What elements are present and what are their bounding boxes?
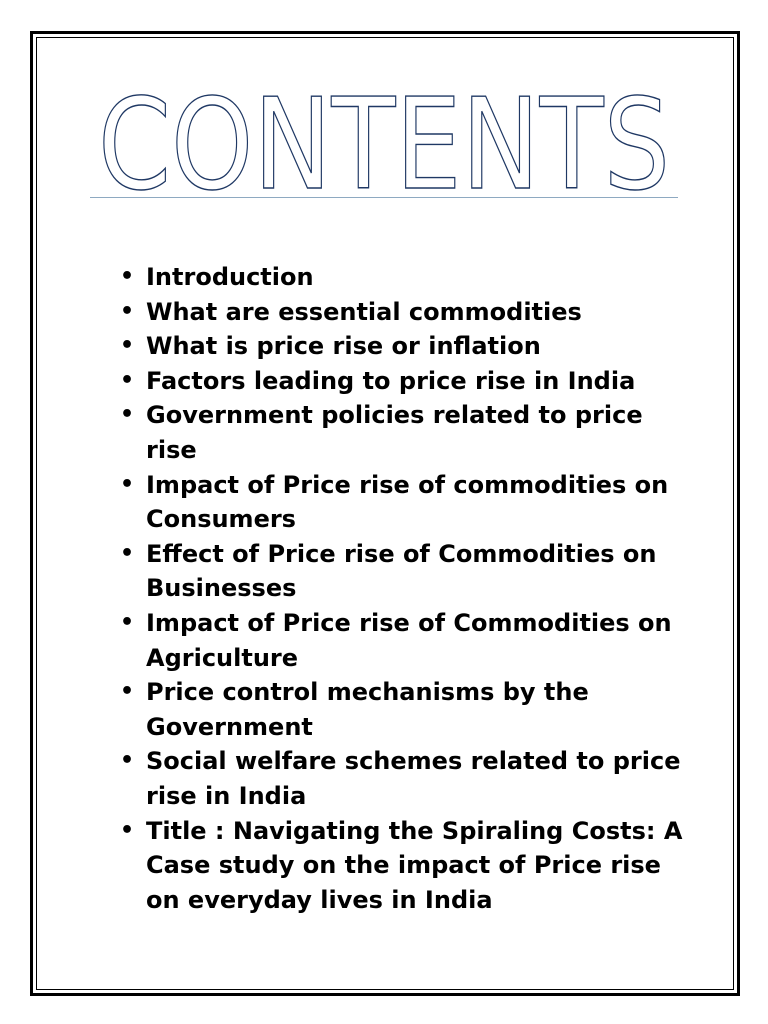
list-item — [120, 364, 686, 399]
bullet-icon: • — [120, 367, 135, 393]
contents-heading — [90, 71, 678, 218]
bullet-icon: • — [120, 298, 135, 324]
list-item-text: What is price rise or inflation — [146, 332, 541, 361]
list-item — [120, 260, 686, 295]
bullet-icon: • — [120, 333, 135, 359]
bullet-icon: • — [120, 817, 135, 843]
list-item-text: Title : Navigating the Spiraling Costs: A Case study on the impact of Price rise on everyday lives in India — [146, 816, 683, 914]
bullet-icon: • — [120, 264, 135, 289]
list-item — [120, 398, 686, 467]
bullet-icon: • — [120, 471, 135, 497]
heading-underline — [90, 197, 678, 198]
list-item-text: Introduction — [146, 263, 314, 291]
list-item — [120, 675, 686, 744]
list-item — [120, 468, 686, 537]
list-item-text: Government policies related to price rise — [146, 401, 643, 464]
list-item — [120, 295, 686, 330]
bullet-icon: • — [120, 748, 135, 774]
list-item — [120, 329, 686, 364]
contents-heading-svg — [90, 71, 678, 218]
list-item — [120, 744, 686, 813]
contents-heading-text: CONTENTS — [98, 71, 670, 218]
list-item-text: Factors leading to price rise in India — [146, 366, 636, 395]
contents-list — [120, 260, 686, 917]
list-item-text: Impact of Price rise of Commodities on Agriculture — [146, 608, 672, 672]
list-item-text: Effect of Price rise of Commodities on Businesses — [146, 539, 657, 603]
bullet-icon: • — [120, 679, 135, 705]
bullet-icon: • — [120, 609, 135, 635]
list-item — [120, 606, 686, 675]
list-item-text: Social welfare schemes related to price rise in India — [146, 747, 681, 810]
list-item — [120, 814, 686, 918]
list-item — [120, 537, 686, 606]
bullet-icon: • — [120, 540, 135, 566]
bullet-icon: • — [120, 402, 135, 428]
list-item-text: Price control mechanisms by the Government — [146, 678, 589, 741]
list-item-text: What are essential commodities — [146, 297, 582, 326]
list-item-text: Impact of Price rise of commodities on Consumers — [146, 470, 669, 534]
